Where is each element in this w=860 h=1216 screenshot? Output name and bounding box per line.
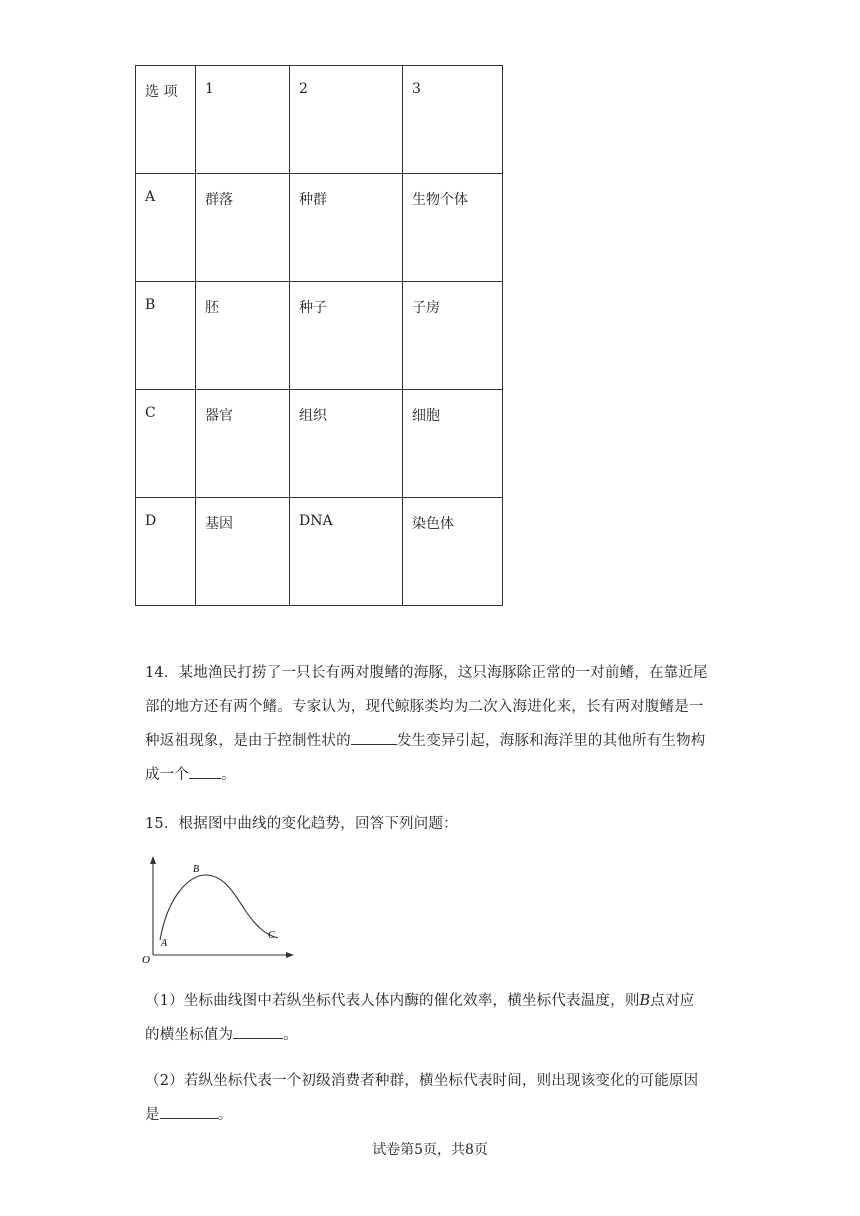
table-cell: 3 bbox=[403, 66, 503, 174]
table-cell: D bbox=[136, 498, 196, 606]
question-14 bbox=[145, 656, 717, 792]
curve-line bbox=[160, 875, 278, 940]
answer-blank[interactable] bbox=[189, 760, 221, 779]
point-c-label: C bbox=[268, 930, 275, 941]
table-cell: 子房 bbox=[403, 282, 503, 390]
question-text: 14．某地渔民打捞了一只长有两对腹鳍的海豚，这只海豚除正常的一对前鳍，在靠近尾 bbox=[145, 665, 708, 681]
question-text: 成一个 。 bbox=[145, 758, 717, 792]
point-a-label: A bbox=[161, 938, 168, 949]
question-text: 是 。 bbox=[145, 1098, 717, 1132]
question-text: （2）若纵坐标代表一个初级消费者种群，横坐标代表时间，则出现该变化的可能原因 bbox=[145, 1073, 699, 1089]
answer-blank[interactable] bbox=[351, 726, 397, 745]
table-cell: 1 bbox=[196, 66, 290, 174]
table-header-row bbox=[136, 66, 503, 174]
table-cell: 种群 bbox=[290, 174, 403, 282]
table-cell: 群落 bbox=[196, 174, 290, 282]
table-row bbox=[136, 498, 503, 606]
origin-label: O bbox=[142, 954, 150, 966]
point-b-label: B bbox=[193, 864, 200, 875]
table-row bbox=[136, 282, 503, 390]
answer-blank[interactable] bbox=[160, 1100, 218, 1119]
table-cell: A bbox=[136, 174, 196, 282]
x-axis-arrow bbox=[286, 952, 294, 958]
table-cell: 胚 bbox=[196, 282, 290, 390]
curve-figure bbox=[140, 855, 300, 971]
table-cell: C bbox=[136, 390, 196, 498]
question-15-sub2 bbox=[145, 1064, 717, 1132]
answer-blank[interactable] bbox=[233, 1020, 283, 1039]
question-15-sub1 bbox=[145, 984, 717, 1052]
table-cell: 种子 bbox=[290, 282, 403, 390]
question-text: 种返祖现象，是由于控制性状的 发生变异引起，海豚和海洋里的其他所有生物构 bbox=[145, 724, 717, 758]
question-text: 部的地方还有两个鳍。专家认为，现代鲸豚类均为二次入海进化来，长有两对腹鳍是一 bbox=[145, 699, 704, 715]
question-text: （1）坐标曲线图中若纵坐标代表人体内酶的催化效率，横坐标代表温度，则B点对应 bbox=[145, 993, 695, 1009]
question-text: 15．根据图中曲线的变化趋势，回答下列问题： bbox=[145, 816, 458, 832]
table-row bbox=[136, 390, 503, 498]
table-cell: 选 项 bbox=[136, 66, 196, 174]
table-row bbox=[136, 174, 503, 282]
table-cell: 基因 bbox=[196, 498, 290, 606]
options-table bbox=[135, 65, 503, 606]
curve-diagram bbox=[140, 855, 300, 967]
table-cell: 细胞 bbox=[403, 390, 503, 498]
y-axis-arrow bbox=[150, 856, 156, 864]
table-cell: 染色体 bbox=[403, 498, 503, 606]
table-cell: 2 bbox=[290, 66, 403, 174]
table-cell: 组织 bbox=[290, 390, 403, 498]
table-cell: 器官 bbox=[196, 390, 290, 498]
page-footer: 试卷第5页，共8页 bbox=[372, 1142, 488, 1158]
question-15-title bbox=[145, 807, 717, 841]
table-cell: DNA bbox=[290, 498, 403, 606]
question-text: 的横坐标值为 。 bbox=[145, 1018, 717, 1052]
table-cell: B bbox=[136, 282, 196, 390]
table-cell: 生物个体 bbox=[403, 174, 503, 282]
